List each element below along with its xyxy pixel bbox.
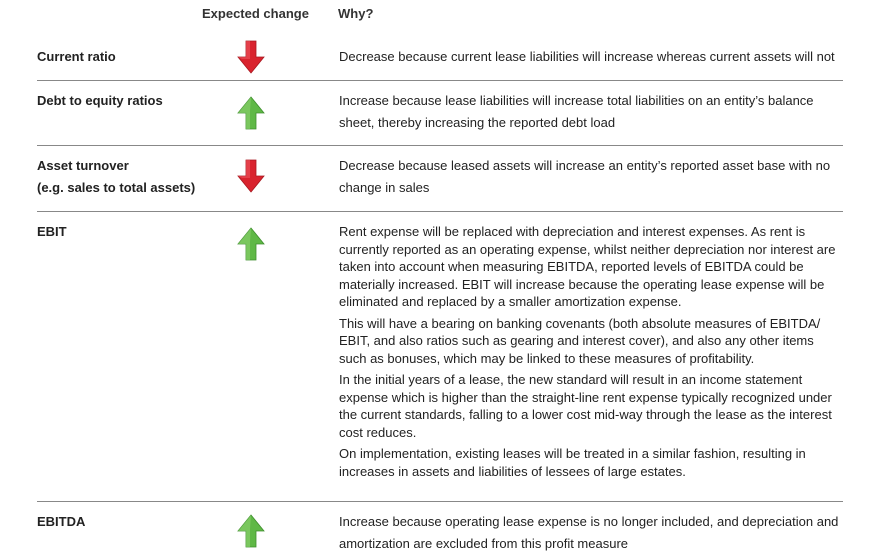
metric-label bbox=[37, 46, 116, 68]
metric-label bbox=[37, 221, 67, 243]
arrow-down-icon bbox=[236, 40, 266, 74]
metric-label bbox=[37, 155, 195, 199]
why-paragraph: Rent expense will be replaced with depreciation and interest expenses. As rent is currently reported as an operating expense, whilst neither depreciation nor interest are taken into account when measuring EBITDA, reported levels of EBITDA could be materially increased. EBIT will increase because the operating lease expense will be eliminated and replaced by a smaller amortization expense. bbox=[339, 224, 836, 309]
arrow-up-icon bbox=[236, 514, 266, 548]
metric-line: Current ratio bbox=[37, 49, 116, 64]
table-row bbox=[37, 80, 843, 146]
why-header: Why? bbox=[338, 6, 374, 21]
why-paragraph: In the initial years of a lease, the new standard will result in an income statement expense which is higher than the straight-line rent expense typically recognized under the current standards, falling to a lower cost mid-way through the lease as the interest cost reduces. bbox=[339, 372, 832, 440]
arrow-down-icon bbox=[236, 159, 266, 193]
expected-change-header: Expected change bbox=[202, 6, 309, 21]
metric-line: EBITDA bbox=[37, 514, 86, 529]
why-paragraph: This will have a bearing on banking covenants (both absolute measures of EBITDA/ EBIT, and also ratios such as gearing and interest cover), and also any other items such as bonuses, which may be linked to these measures of profitability. bbox=[339, 315, 821, 366]
why-text bbox=[339, 155, 843, 203]
table-row bbox=[37, 145, 843, 212]
why-paragraph: Decrease because leased assets will increase an entity’s reported asset base with no change in sales bbox=[339, 158, 831, 195]
table-row bbox=[37, 501, 843, 558]
arrow-up-icon bbox=[236, 227, 266, 261]
why-paragraph: Decrease because current lease liabilities will increase whereas current assets will not bbox=[339, 49, 835, 64]
why-text bbox=[339, 46, 843, 72]
why-text bbox=[339, 90, 843, 138]
table-row bbox=[37, 36, 843, 81]
why-paragraph: Increase because lease liabilities will increase total liabilities on an entity’s balance sheet, thereby increasing the reported debt load bbox=[339, 93, 814, 130]
metric-label bbox=[37, 90, 163, 112]
why-text bbox=[339, 223, 843, 484]
why-paragraph: Increase because operating lease expense is no longer included, and depreciation and amortization are excluded from this profit measure bbox=[339, 514, 839, 551]
why-text bbox=[339, 511, 843, 559]
why-paragraph: On implementation, existing leases will be treated in a similar fashion, resulting in increases in assets and liabilities of lessees of large estates. bbox=[339, 446, 806, 479]
arrow-up-icon bbox=[236, 96, 266, 130]
metric-label bbox=[37, 511, 85, 533]
metric-line: EBIT bbox=[37, 224, 67, 239]
metric-line: Debt to equity ratios bbox=[37, 93, 163, 108]
metric-line: Asset turnover bbox=[37, 158, 129, 173]
table-row bbox=[37, 211, 843, 502]
metric-line: (e.g. sales to total assets) bbox=[37, 180, 196, 195]
